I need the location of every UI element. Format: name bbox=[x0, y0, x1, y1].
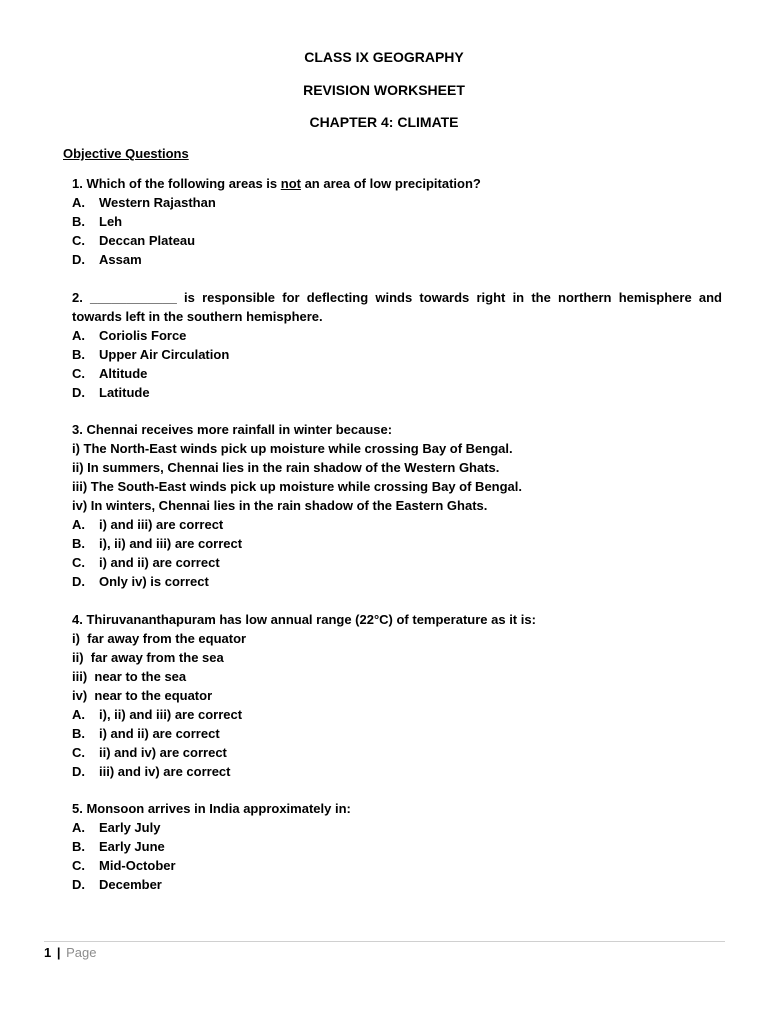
option-letter: C. bbox=[72, 745, 85, 760]
option-letter: A. bbox=[72, 707, 85, 722]
option-d bbox=[72, 875, 722, 894]
option-a bbox=[72, 193, 722, 212]
option-a bbox=[72, 326, 722, 345]
question-2 bbox=[72, 288, 722, 402]
question-3 bbox=[72, 420, 722, 591]
option-d bbox=[72, 383, 722, 402]
footer-divider bbox=[44, 941, 725, 942]
option-a bbox=[72, 818, 722, 837]
question-stem: 2. ____________ is responsible for deflecting winds towards right in the northern hemisphere and towards left in the southern hemisphere. bbox=[72, 290, 722, 324]
option-b bbox=[72, 837, 722, 856]
option-text: Assam bbox=[99, 252, 142, 267]
option-text: ii) and iv) are correct bbox=[99, 745, 227, 760]
option-letter: D. bbox=[72, 764, 85, 779]
option-letter: B. bbox=[72, 214, 85, 229]
option-d bbox=[72, 762, 722, 781]
option-text: i), ii) and iii) are correct bbox=[99, 707, 243, 722]
page-label: Page bbox=[66, 945, 97, 960]
question-stem: 4. Thiruvananthapuram has low annual range (22°C) of temperature as it is: bbox=[72, 612, 536, 627]
option-c bbox=[72, 231, 722, 250]
statement-3: iii) near to the sea bbox=[72, 669, 187, 684]
document-title-class: CLASS IX GEOGRAPHY bbox=[304, 49, 464, 65]
question-5 bbox=[72, 799, 722, 894]
option-a bbox=[72, 515, 722, 534]
statement-1: i) far away from the equator bbox=[72, 631, 247, 646]
option-text: Upper Air Circulation bbox=[99, 347, 230, 362]
footer-separator: | bbox=[56, 945, 61, 960]
option-b bbox=[72, 534, 722, 553]
option-b bbox=[72, 212, 722, 231]
option-c bbox=[72, 743, 722, 762]
option-letter: D. bbox=[72, 252, 85, 267]
question-1 bbox=[72, 174, 722, 269]
statement-4: iv) In winters, Chennai lies in the rain shadow of the Eastern Ghats. bbox=[72, 498, 488, 513]
document-title-chapter: CHAPTER 4: CLIMATE bbox=[309, 114, 459, 130]
statement-3: iii) The South-East winds pick up moisture while crossing Bay of Bengal. bbox=[72, 479, 523, 494]
option-text: Latitude bbox=[99, 385, 150, 400]
statement-2: ii) far away from the sea bbox=[72, 650, 224, 665]
option-letter: A. bbox=[72, 517, 85, 532]
question-stem: 3. Chennai receives more rainfall in winter because: bbox=[72, 422, 393, 437]
option-a bbox=[72, 705, 722, 724]
option-text: iii) and iv) are correct bbox=[99, 764, 231, 779]
option-letter: B. bbox=[72, 726, 85, 741]
option-letter: B. bbox=[72, 347, 85, 362]
option-text: Western Rajasthan bbox=[99, 195, 216, 210]
option-d bbox=[72, 572, 722, 591]
option-letter: B. bbox=[72, 839, 85, 854]
question-stem: 5. Monsoon arrives in India approximately in: bbox=[72, 801, 351, 816]
stem-text: an area of low precipitation? bbox=[300, 176, 481, 191]
option-text: Leh bbox=[99, 214, 123, 229]
stem-text: 1. Which of the following areas is bbox=[72, 176, 281, 191]
question-4 bbox=[72, 610, 722, 781]
option-letter: C. bbox=[72, 233, 85, 248]
question-stem bbox=[72, 174, 722, 193]
option-text: i) and ii) are correct bbox=[99, 555, 220, 570]
option-c bbox=[72, 856, 722, 875]
statement-4: iv) near to the equator bbox=[72, 688, 213, 703]
page-number: 1 bbox=[44, 945, 52, 960]
section-heading: Objective Questions bbox=[63, 146, 189, 161]
option-b bbox=[72, 345, 722, 364]
option-text: Mid-October bbox=[99, 858, 176, 873]
stem-emphasis: not bbox=[280, 176, 301, 191]
statement-1: i) The North-East winds pick up moisture while crossing Bay of Bengal. bbox=[72, 441, 513, 456]
option-letter: C. bbox=[72, 858, 85, 873]
option-text: Early July bbox=[99, 820, 161, 835]
option-text: Only iv) is correct bbox=[99, 574, 209, 589]
option-letter: D. bbox=[72, 877, 85, 892]
statement-2: ii) In summers, Chennai lies in the rain shadow of the Western Ghats. bbox=[72, 460, 500, 475]
option-text: December bbox=[99, 877, 162, 892]
option-d bbox=[72, 250, 722, 269]
option-text: Altitude bbox=[99, 366, 148, 381]
option-text: Coriolis Force bbox=[99, 328, 187, 343]
option-letter: A. bbox=[72, 195, 85, 210]
option-b bbox=[72, 724, 722, 743]
option-c bbox=[72, 364, 722, 383]
option-letter: C. bbox=[72, 555, 85, 570]
option-text: Deccan Plateau bbox=[99, 233, 196, 248]
option-letter: A. bbox=[72, 328, 85, 343]
option-text: i), ii) and iii) are correct bbox=[99, 536, 243, 551]
option-letter: D. bbox=[72, 385, 85, 400]
page-footer bbox=[44, 945, 97, 960]
option-text: Early June bbox=[99, 839, 165, 854]
option-letter: D. bbox=[72, 574, 85, 589]
option-text: i) and iii) are correct bbox=[99, 517, 224, 532]
option-text: i) and ii) are correct bbox=[99, 726, 220, 741]
document-title-worksheet: REVISION WORKSHEET bbox=[303, 82, 465, 98]
option-letter: C. bbox=[72, 366, 85, 381]
option-letter: B. bbox=[72, 536, 85, 551]
option-letter: A. bbox=[72, 820, 85, 835]
option-c bbox=[72, 553, 722, 572]
